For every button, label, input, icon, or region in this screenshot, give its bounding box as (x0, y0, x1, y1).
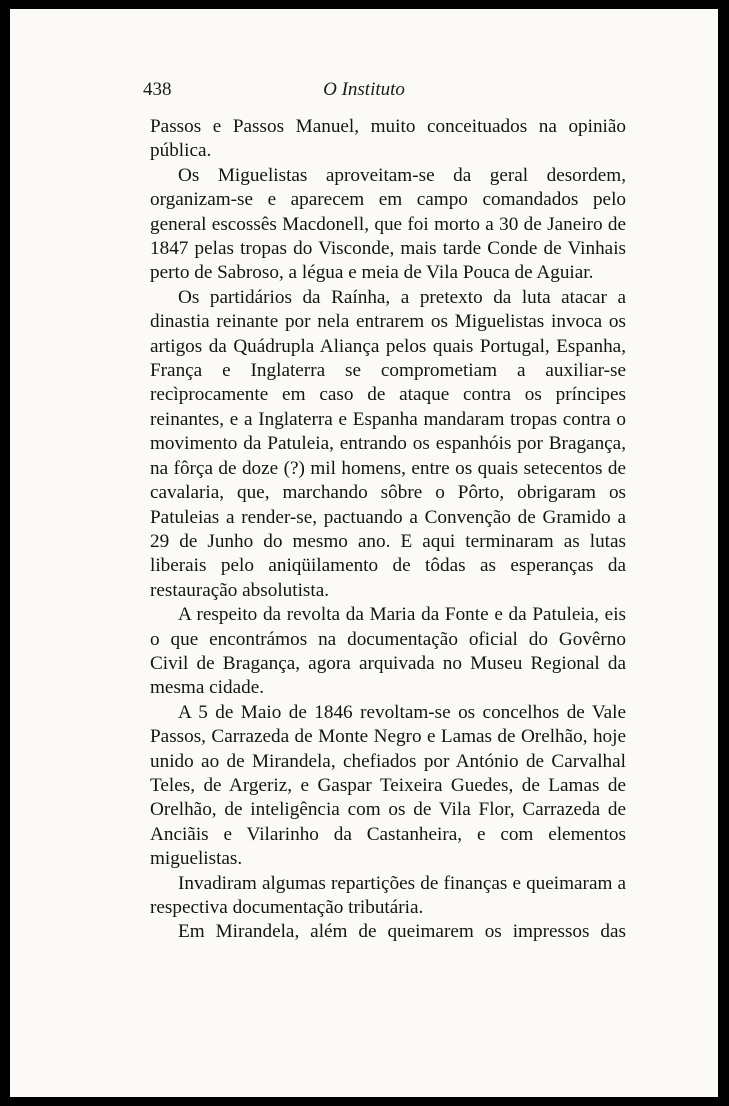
page-header (10, 79, 718, 105)
paragraph-6: Invadiram algumas repartições de finanças e queimaram a respectiva documentação tributária. (150, 872, 626, 918)
running-title: O Instituto (323, 79, 405, 100)
paragraph-1: Passos e Passos Manuel, muito conceituados na opinião pública. (150, 116, 626, 162)
page-number: 438 (143, 79, 172, 100)
paragraph-7: Em Mirandela, além de queimarem os impressos das (178, 921, 626, 943)
body-text (150, 115, 626, 945)
book-page (10, 9, 718, 1097)
paragraph-3: Os partidários da Raínha, a pretexto da luta atacar a dinastia reinante por nela entrarem os Miguelistas invoca os artigos da Quádrupla Aliança pelos quais Portugal, Espanha, França e Inglaterra se comprometiam a auxiliar-se recìprocamente em caso de ataque contra os príncipes reinantes, e a Inglaterra e Espanha mandaram tropas contra o movimento da Patuleia, entrando os espanhóis por Bragança, na fôrça de doze (?) mil homens, entre os quais setecentos de cavalaria, que, marchando sôbre o Pôrto, obrigaram os Patuleias a render-se, pactuando a Convenção de Gramido a 29 de Junho do mesmo ano. E aqui terminaram as lutas liberais pelo aniqüilamento de tôdas as esperanças da restauração absolutista. (150, 286, 626, 601)
paragraph-5: A 5 de Maio de 1846 revoltam-se os concelhos de Vale Passos, Carrazeda de Monte Negro e Lamas de Orelhão, hoje unido ao de Mirandela, chefiados por António de Carvalhal Teles, de Argeriz, e Gaspar Teixeira Guedes, de Lamas de Orelhão, de inteligência com os de Vila Flor, Carrazeda de Anciãis e Vilarinho da Castanheira, e com elementos miguelistas. (150, 701, 626, 870)
paragraph-4: A respeito da revolta da Maria da Fonte e da Patuleia, eis o que encontrámos na documentação oficial do Govêrno Civil de Bragança, agora arquivada no Museu Regional da mesma cidade. (150, 604, 626, 699)
paragraph-2: Os Miguelistas aproveitam-se da geral desordem, organizam-se e aparecem em campo comandados pelo general escossês Macdonell, que foi morto a 30 de Janeiro de 1847 pelas tropas do Visconde, mais tarde Conde de Vinhais perto de Sabroso, a légua e meia de Vila Pouca de Aguiar. (150, 164, 626, 284)
